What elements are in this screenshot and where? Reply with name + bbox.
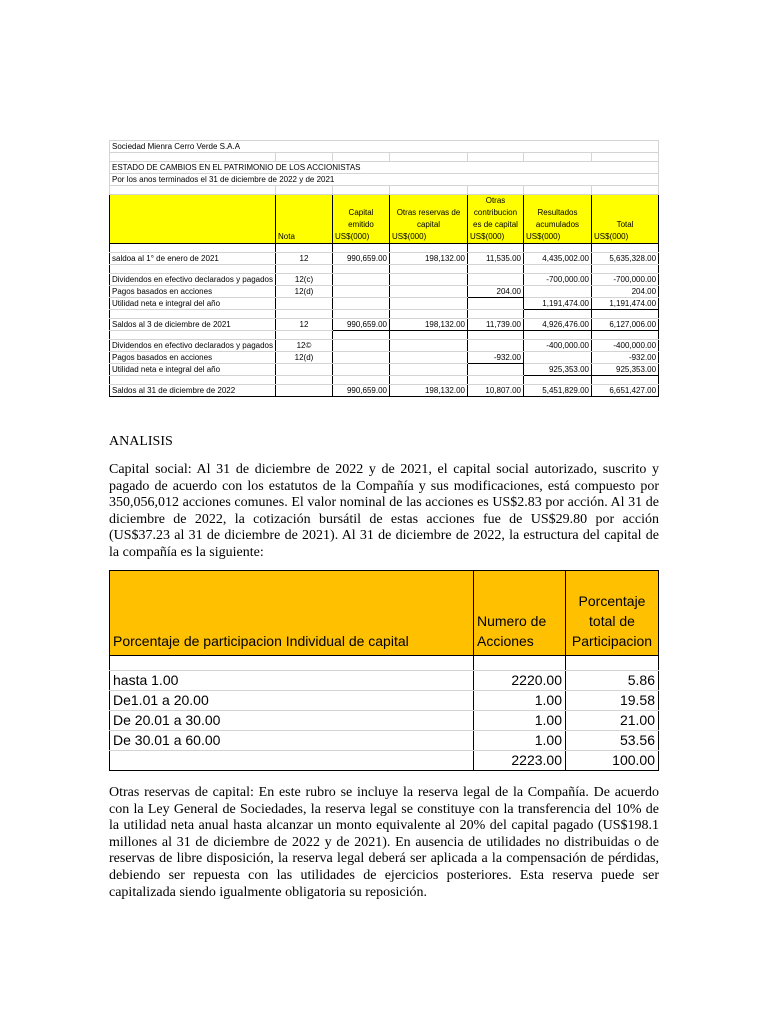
table-row: Dividendos en efectivo declarados y pagados 12© -400,000.00 -400,000.00 [110,340,659,352]
header-otras-reservas: Otras reservas de capital US$(000) [390,195,468,244]
table-row: Pagos basados en acciones 12(d) 204.00 204.00 [110,286,659,298]
header-resultados: Resultados acumulados US$(000) [524,195,592,244]
company-name: Sociedad Mienra Cerro Verde S.A.A [110,141,659,153]
header-nota: Nota [276,195,333,244]
table-row: De 30.01 a 60.00 1.00 53.56 [110,731,659,751]
capital-structure-table [109,570,659,771]
header-participacion: Porcentaje de participacion Individual de capital [110,571,474,656]
header-capital: Capital emitido US$(000) [333,195,390,244]
statement-period: Por los anos terminados el 31 de diciembre de 2022 y de 2021 [110,174,659,186]
table-header-row [110,571,659,656]
header-total: Total US$(000) [592,195,659,244]
table-row: Utilidad neta e integral del año 1,191,474.00 1,191,474.00 [110,298,659,310]
header-otras-contribuciones: Otras contribucion es de capital US$(000) [468,195,524,244]
table-row: Pagos basados en acciones 12(d) -932.00 -932.00 [110,352,659,364]
table-row: De 20.01 a 30.00 1.00 21.00 [110,711,659,731]
equity-changes-table [109,140,659,397]
table-row: saldoa al 1° de enero de 2021 12 990,659.00 198,132.00 11,535.00 4,435,002.00 5,635,328.00 [110,253,659,265]
statement-title: ESTADO DE CAMBIOS EN EL PATRIMONIO DE LOS ACCIONISTAS [110,162,659,174]
table-header-row [110,195,659,244]
table-row: Saldos al 3 de diciembre de 2021 12 990,659.00 198,132.00 11,739.00 4,926,476.00 6,127,006.00 [110,319,659,331]
table-row: Dividendos en efectivo declarados y pagados 12(c) -700,000.00 -700,000.00 [110,274,659,286]
otras-reservas-paragraph: Otras reservas de capital: En este rubro se incluye la reserva legal de la Compañía. De acuerdo con la Ley General de Sociedades, la reserva legal se constituye con la transferencia del 10% de la utilidad neta anual hasta alcanzar un monto equivalente al 20% del capital pagado (US$198.1 millones al 31 de diciembre de 2022 y de 2021). En ausencia de utilidades no distribuidas o de reservas de libre disposición, la reserva legal deberá ser aplicada a la compensación de pérdidas, debiendo ser repuesta con las utilidades de ejercicios posteriores. Esta reserva puede ser capitalizada siendo igualmente obligatoria su reposición. [109,785,659,900]
table-row: Saldos al 31 de diciembre de 2022 990,659.00 198,132.00 10,807.00 5,451,829.00 6,651,427.00 [110,385,659,397]
header-numero-acciones: Numero de Acciones [474,571,566,656]
table-row: hasta 1.00 2220.00 5.86 [110,671,659,691]
capital-social-paragraph: Capital social: Al 31 de diciembre de 2022 y de 2021, el capital social autorizado, suscrito y pagado de acuerdo con los estatutos de la Compañía y sus modificaciones, está compuesto por 350,056,012 acciones comunes. El valor nominal de las acciones es US$2.83 por acción. Al 31 de diciembre de 2022, la cotización bursátil de estas acciones fue de US$29.80 por acción (US$37.23 al 31 de diciembre de 2021). Al 31 de diciembre de 2022, la estructura del capital de la compañía es la siguiente: [109,462,659,560]
table-row: De1.01 a 20.00 1.00 19.58 [110,691,659,711]
total-row: 2223.00 100.00 [110,751,659,771]
analisis-heading: ANALISIS [109,434,173,449]
header-porcentaje: Porcentaje total de Participacion [566,571,659,656]
table-row: Utilidad neta e integral del año 925,353.00 925,353.00 [110,364,659,376]
